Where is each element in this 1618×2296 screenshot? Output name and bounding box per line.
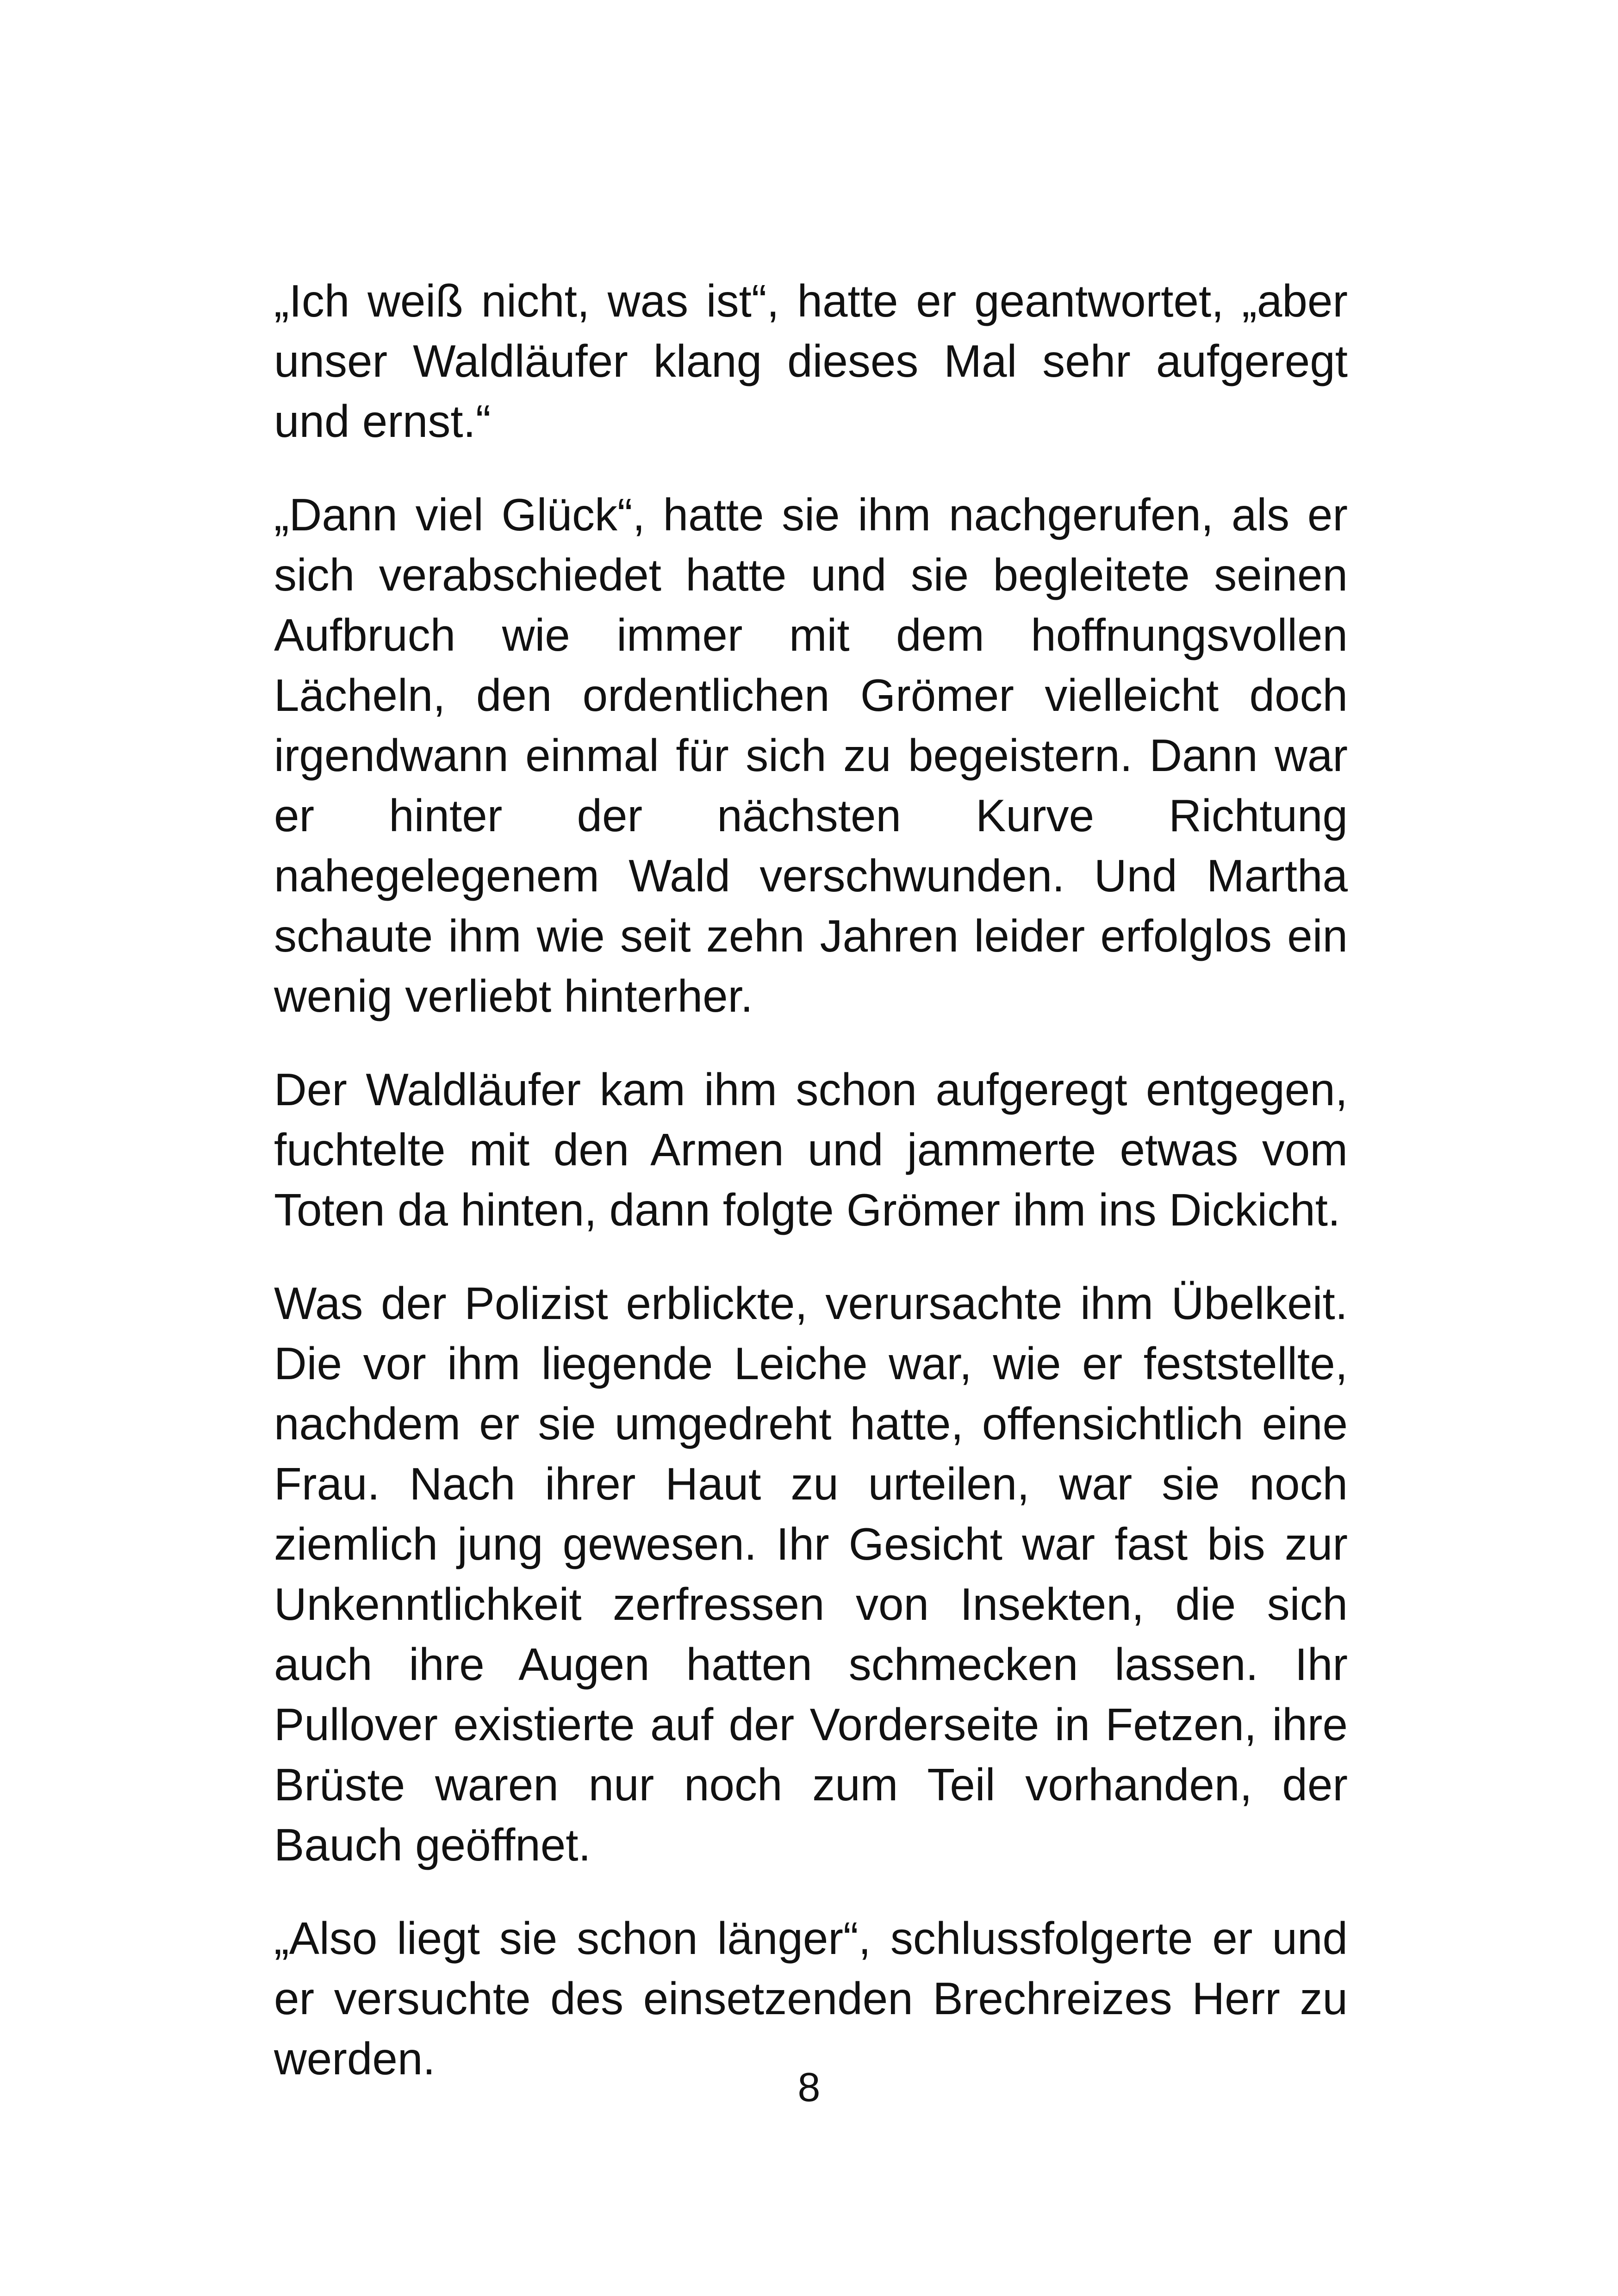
paragraph-5: „Also liegt sie schon länger“, schlussfolgerte er und er versuchte des einsetzenden Brechreizes Herr zu werden. <box>274 1913 1348 2084</box>
page-number: 8 <box>797 2064 821 2110</box>
paragraph-3: Der Waldläufer kam ihm schon aufgeregt entgegen, fuchtelte mit den Armen und jammerte etwas vom Toten da hinten, dann folgte Grömer ihm ins Dickicht. <box>274 1064 1348 1235</box>
paragraph-2: „Dann viel Glück“, hatte sie ihm nachgerufen, als er sich verabschiedet hatte und sie begleitete seinen Aufbruch wie immer mit dem hoffnungsvollen Lächeln, den ordentlichen Grömer vielleicht doch irgendwann einmal für sich zu begeistern. Dann war er hinter der nächsten Kurve Richtung nahegelegenem Wald verschwunden. Und Martha schaute ihm wie seit zehn Jahren leider erfolglos ein wenig verliebt hinterher. <box>274 489 1348 1021</box>
paragraph-4: Was der Polizist erblickte, verursachte ihm Übelkeit. Die vor ihm liegende Leiche war, wie er feststellte, nachdem er sie umgedreht hatte, offensichtlich eine Frau. Nach ihrer Haut zu urteilen, war sie noch ziemlich jung gewesen. Ihr Gesicht war fast bis zur Unkenntlichkeit zerfressen von Insekten, die sich auch ihre Augen hatten schmecken lassen. Ihr Pullover existierte auf der Vorderseite in Fetzen, ihre Brüste waren nur noch zum Teil vorhanden, der Bauch geöffnet. <box>274 1278 1348 1870</box>
paragraph-1: „Ich weiß nicht, was ist“, hatte er geantwortet, „aber unser Waldläufer klang dieses Mal sehr aufgeregt und ernst.“ <box>274 275 1348 447</box>
body-text <box>274 271 1348 2122</box>
